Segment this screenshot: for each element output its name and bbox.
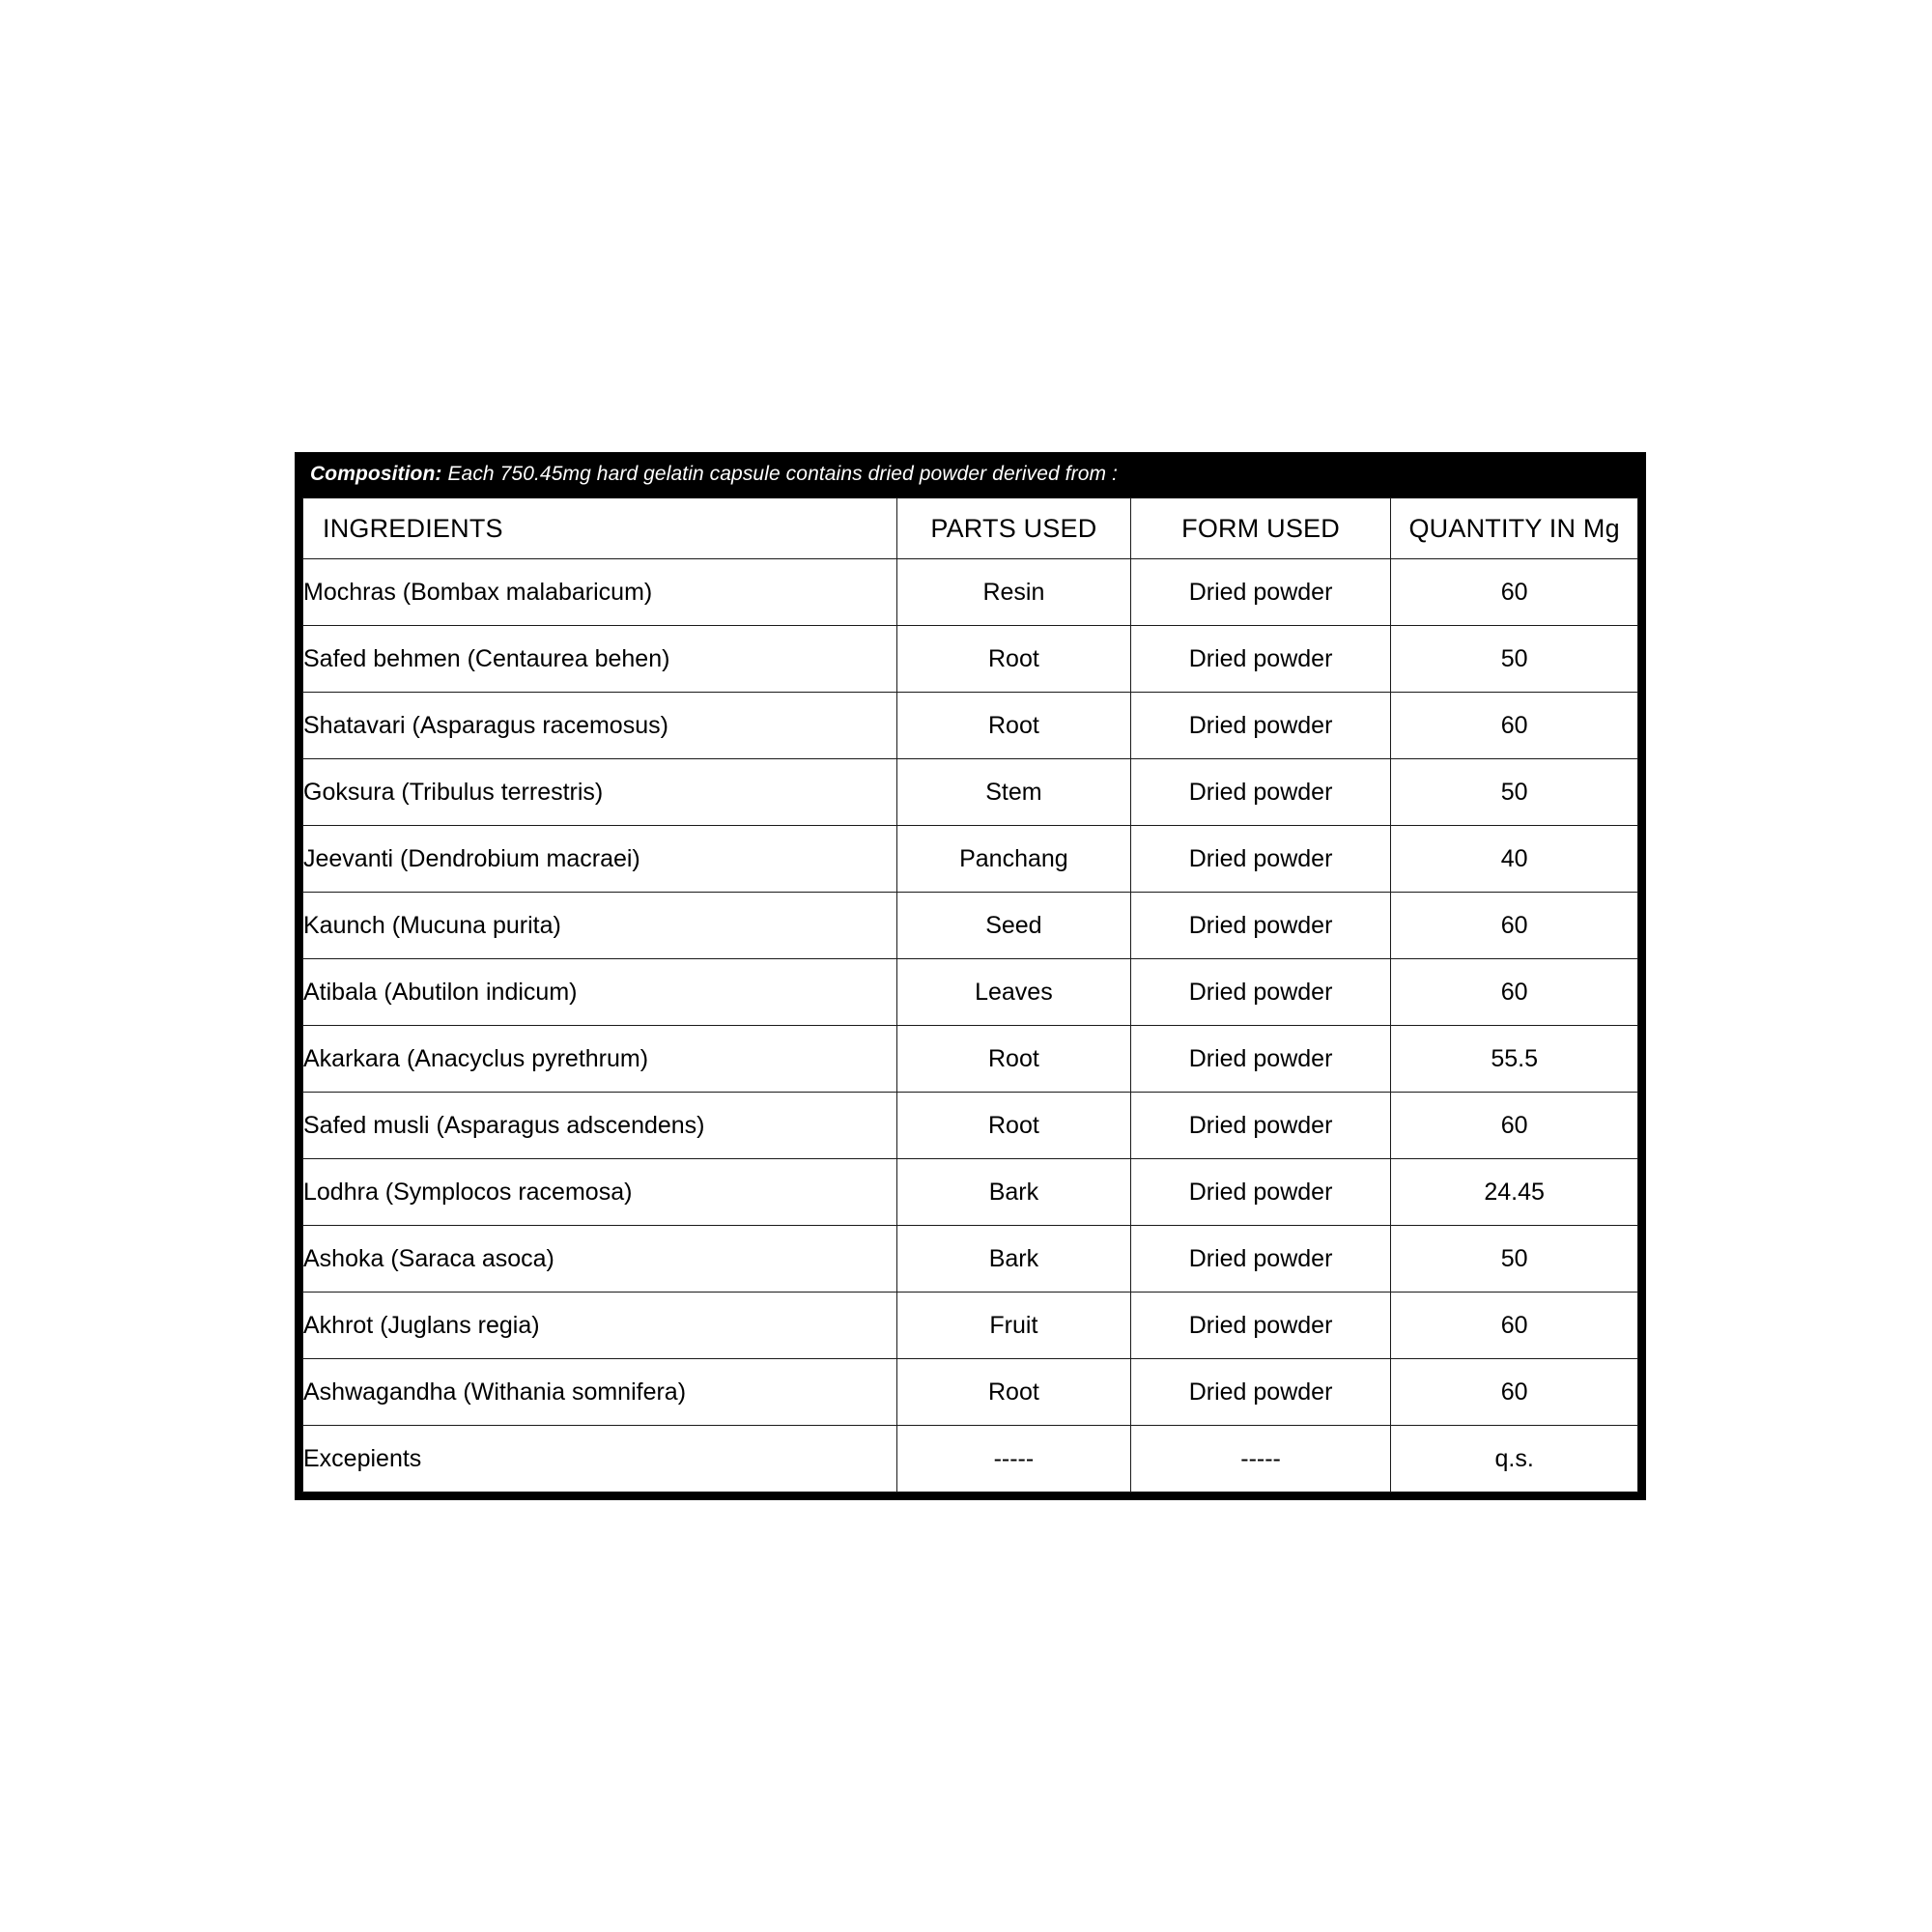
table-row xyxy=(303,693,1638,759)
cell-ingredient: Excepients xyxy=(303,1426,897,1492)
cell-form: Dried powder xyxy=(1130,893,1390,959)
cell-form: Dried powder xyxy=(1130,759,1390,826)
cell-part: Bark xyxy=(896,1226,1130,1293)
cell-quantity: q.s. xyxy=(1391,1426,1638,1492)
table-row xyxy=(303,1226,1638,1293)
cell-ingredient: Ashwagandha (Withania somnifera) xyxy=(303,1359,897,1426)
cell-ingredient: Goksura (Tribulus terrestris) xyxy=(303,759,897,826)
cell-quantity: 24.45 xyxy=(1391,1159,1638,1226)
cell-ingredient: Akhrot (Juglans regia) xyxy=(303,1293,897,1359)
cell-quantity: 60 xyxy=(1391,1293,1638,1359)
table-row xyxy=(303,1093,1638,1159)
cell-part: Fruit xyxy=(896,1293,1130,1359)
cell-quantity: 50 xyxy=(1391,626,1638,693)
cell-form: Dried powder xyxy=(1130,1226,1390,1293)
cell-form: Dried powder xyxy=(1130,1159,1390,1226)
cell-form: Dried powder xyxy=(1130,693,1390,759)
cell-part: Leaves xyxy=(896,959,1130,1026)
column-header-ingredients: INGREDIENTS xyxy=(303,498,897,559)
cell-quantity: 40 xyxy=(1391,826,1638,893)
table-head xyxy=(303,498,1638,559)
column-header-parts-used: PARTS USED xyxy=(896,498,1130,559)
cell-quantity: 60 xyxy=(1391,693,1638,759)
table-row xyxy=(303,1426,1638,1492)
table-row xyxy=(303,959,1638,1026)
composition-panel xyxy=(295,452,1646,1500)
composition-table-wrapper xyxy=(302,497,1638,1492)
composition-header-label: Composition: xyxy=(310,463,442,485)
cell-part: Root xyxy=(896,1359,1130,1426)
cell-quantity: 60 xyxy=(1391,1093,1638,1159)
cell-ingredient: Safed musli (Asparagus adscendens) xyxy=(303,1093,897,1159)
cell-form: Dried powder xyxy=(1130,959,1390,1026)
table-body xyxy=(303,559,1638,1492)
column-header-form-used: FORM USED xyxy=(1130,498,1390,559)
cell-part: Root xyxy=(896,1093,1130,1159)
table-row xyxy=(303,1159,1638,1226)
cell-form: Dried powder xyxy=(1130,626,1390,693)
cell-part: ----- xyxy=(896,1426,1130,1492)
cell-ingredient: Kaunch (Mucuna purita) xyxy=(303,893,897,959)
cell-part: Resin xyxy=(896,559,1130,626)
cell-form: Dried powder xyxy=(1130,1293,1390,1359)
cell-part: Root xyxy=(896,1026,1130,1093)
cell-quantity: 60 xyxy=(1391,893,1638,959)
cell-part: Stem xyxy=(896,759,1130,826)
composition-header xyxy=(295,452,1646,497)
cell-form: Dried powder xyxy=(1130,559,1390,626)
cell-part: Bark xyxy=(896,1159,1130,1226)
cell-quantity: 60 xyxy=(1391,1359,1638,1426)
cell-ingredient: Mochras (Bombax malabaricum) xyxy=(303,559,897,626)
composition-table xyxy=(302,497,1638,1492)
cell-form: Dried powder xyxy=(1130,1359,1390,1426)
cell-part: Root xyxy=(896,626,1130,693)
table-row xyxy=(303,559,1638,626)
table-row xyxy=(303,1026,1638,1093)
table-header-row xyxy=(303,498,1638,559)
cell-ingredient: Shatavari (Asparagus racemosus) xyxy=(303,693,897,759)
cell-form: Dried powder xyxy=(1130,1026,1390,1093)
table-row xyxy=(303,626,1638,693)
cell-ingredient: Jeevanti (Dendrobium macraei) xyxy=(303,826,897,893)
table-row xyxy=(303,893,1638,959)
table-row xyxy=(303,1359,1638,1426)
cell-form: ----- xyxy=(1130,1426,1390,1492)
cell-ingredient: Atibala (Abutilon indicum) xyxy=(303,959,897,1026)
cell-part: Root xyxy=(896,693,1130,759)
cell-ingredient: Safed behmen (Centaurea behen) xyxy=(303,626,897,693)
cell-quantity: 60 xyxy=(1391,559,1638,626)
cell-ingredient: Akarkara (Anacyclus pyrethrum) xyxy=(303,1026,897,1093)
table-row xyxy=(303,759,1638,826)
cell-ingredient: Ashoka (Saraca asoca) xyxy=(303,1226,897,1293)
cell-form: Dried powder xyxy=(1130,826,1390,893)
table-row xyxy=(303,826,1638,893)
cell-form: Dried powder xyxy=(1130,1093,1390,1159)
cell-quantity: 50 xyxy=(1391,759,1638,826)
column-header-quantity: QUANTITY IN Mg xyxy=(1391,498,1638,559)
cell-ingredient: Lodhra (Symplocos racemosa) xyxy=(303,1159,897,1226)
composition-header-text: Each 750.45mg hard gelatin capsule contains dried powder derived from : xyxy=(441,463,1118,485)
cell-quantity: 50 xyxy=(1391,1226,1638,1293)
cell-part: Seed xyxy=(896,893,1130,959)
cell-quantity: 60 xyxy=(1391,959,1638,1026)
cell-part: Panchang xyxy=(896,826,1130,893)
cell-quantity: 55.5 xyxy=(1391,1026,1638,1093)
table-row xyxy=(303,1293,1638,1359)
